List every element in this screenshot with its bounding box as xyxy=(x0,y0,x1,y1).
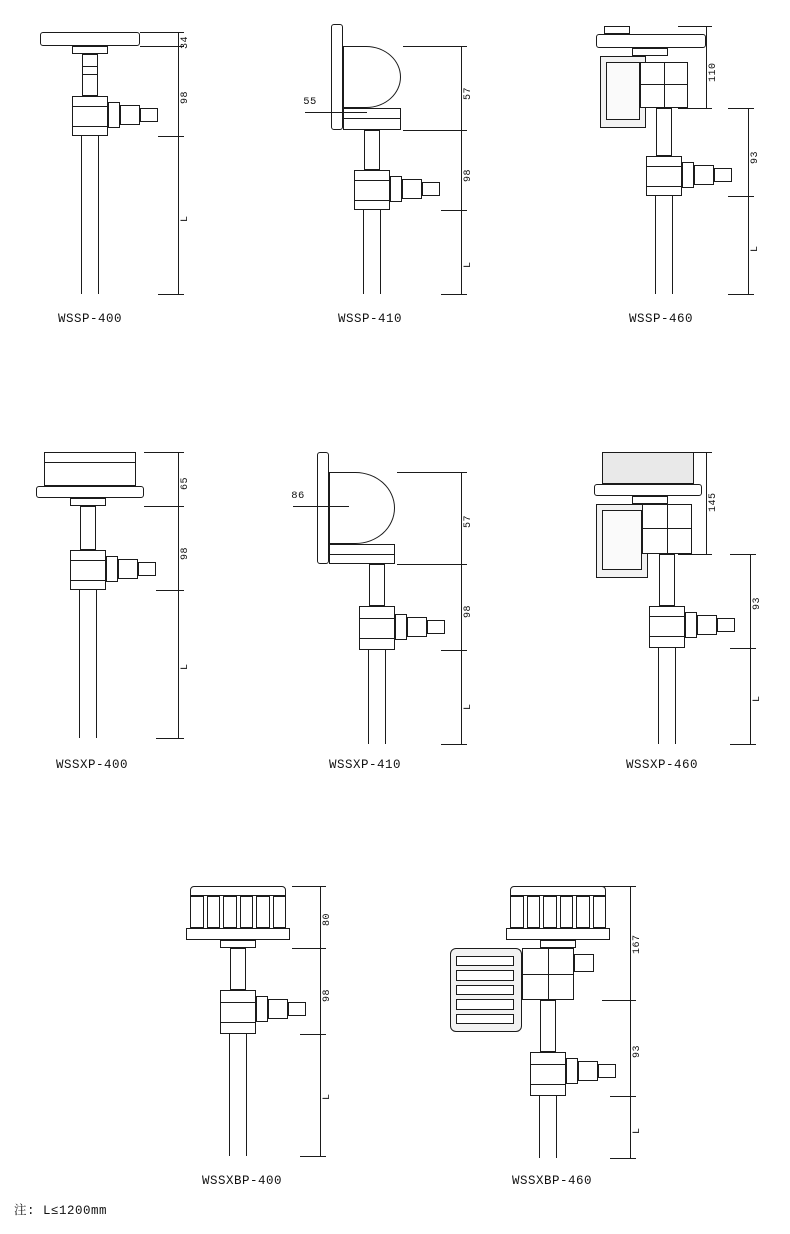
unit-wssxbp-460 xyxy=(420,870,720,1190)
transmitter-window xyxy=(602,510,642,570)
upper-outlet-gland xyxy=(574,954,594,972)
caption-wssxp-460: WSSXP-460 xyxy=(625,758,698,772)
body-line xyxy=(70,580,106,581)
dial-head-dome xyxy=(343,46,401,108)
outlet-union-2 xyxy=(694,165,714,185)
outlet-cable-gland xyxy=(598,1064,616,1078)
caption-wssxp-410: WSSXP-410 xyxy=(328,758,401,772)
dim-label-L: L xyxy=(322,1093,333,1100)
body-line xyxy=(72,106,108,107)
dim-tick xyxy=(158,136,184,137)
dim-ext-line xyxy=(461,130,462,210)
dim-tick xyxy=(300,1034,326,1035)
dial-head-flange xyxy=(594,484,702,496)
cap-rib xyxy=(256,896,270,928)
neck xyxy=(82,54,98,96)
housing-rib xyxy=(456,956,514,966)
dim-tick xyxy=(397,472,467,473)
dim-label-98: 98 xyxy=(463,604,474,618)
dial-base-line xyxy=(329,554,395,555)
dim-label-98: 98 xyxy=(322,988,333,1002)
dim-tick xyxy=(403,46,467,47)
dim-label-93: 93 xyxy=(632,1044,643,1058)
process-connection-body xyxy=(530,1052,566,1096)
dim-tick xyxy=(610,1158,636,1159)
body-line xyxy=(530,1084,566,1085)
dim-label-80: 80 xyxy=(322,912,333,926)
body-line xyxy=(359,638,395,639)
dim-label-L: L xyxy=(750,245,761,252)
cap-rib xyxy=(576,896,590,928)
dim-tick xyxy=(678,108,712,109)
dim-ext-line xyxy=(748,196,749,294)
dim-leader xyxy=(293,506,349,507)
sheet-note: 注: L≤1200mm xyxy=(14,1204,108,1218)
dim-ext-line xyxy=(748,108,749,196)
dim-ext-line xyxy=(178,590,179,738)
outlet-union-2 xyxy=(118,559,138,579)
body-line xyxy=(354,200,390,201)
dim-tick xyxy=(730,648,756,649)
dial-head-disc xyxy=(596,34,706,48)
dim-label-86: 86 xyxy=(291,490,305,502)
neck xyxy=(540,1000,556,1052)
neck-detail-line xyxy=(82,66,98,67)
dim-label-110: 110 xyxy=(708,62,719,82)
dim-label-57: 57 xyxy=(463,514,474,528)
caption-wssp-410: WSSP-410 xyxy=(337,312,402,326)
fitting-line xyxy=(548,948,549,1000)
cap-base-ring xyxy=(506,928,610,940)
dim-label-L: L xyxy=(463,703,474,710)
outlet-union-1 xyxy=(566,1058,578,1084)
dial-head-collar xyxy=(632,48,668,56)
housing-rib xyxy=(456,970,514,980)
dial-head-box xyxy=(602,452,694,484)
dial-head-dome xyxy=(329,472,395,544)
outlet-cable-gland xyxy=(138,562,156,576)
housing-rib xyxy=(456,1014,514,1024)
outlet-union-1 xyxy=(682,162,694,188)
stem xyxy=(368,650,386,744)
dial-head-collar xyxy=(70,498,106,506)
dim-tick xyxy=(441,650,467,651)
unit-wssp-460 xyxy=(528,0,790,330)
cap-rib xyxy=(527,896,541,928)
caption-wssxbp-400: WSSXBP-400 xyxy=(201,1174,282,1188)
stem xyxy=(363,210,381,294)
dim-tick xyxy=(602,886,636,887)
dim-ext-line xyxy=(178,136,179,294)
dim-label-L: L xyxy=(752,695,763,702)
body-line xyxy=(70,560,106,561)
dim-ext-line xyxy=(630,886,631,1000)
process-connection-body xyxy=(72,96,108,136)
dim-label-93: 93 xyxy=(750,150,761,164)
dim-tick xyxy=(678,452,712,453)
dim-ext-line xyxy=(461,564,462,650)
cap-rib xyxy=(593,896,607,928)
cap-collar xyxy=(220,940,256,948)
stem xyxy=(81,136,99,294)
dim-ext-line xyxy=(630,1000,631,1096)
neck xyxy=(80,506,96,550)
outlet-union-2 xyxy=(120,105,140,125)
unit-wssp-410 xyxy=(265,0,525,330)
ribbed-cap-top xyxy=(190,886,286,896)
dim-ext-line xyxy=(750,648,751,744)
body-line xyxy=(220,1002,256,1003)
housing-rib xyxy=(456,985,514,995)
dim-label-98: 98 xyxy=(463,168,474,182)
outlet-cable-gland xyxy=(427,620,445,634)
dim-ext-line xyxy=(461,210,462,294)
unit-wssp-400 xyxy=(0,0,260,330)
stem xyxy=(539,1096,557,1158)
process-connection-body xyxy=(354,170,390,210)
unit-wssxp-400 xyxy=(0,430,260,770)
outlet-union-1 xyxy=(685,612,697,638)
stem xyxy=(658,648,676,744)
fitting-line xyxy=(664,62,665,108)
body-line xyxy=(649,636,685,637)
dim-ext-line xyxy=(320,948,321,1034)
dim-tick xyxy=(292,886,326,887)
dim-label-98: 98 xyxy=(180,90,191,104)
dim-ext-line xyxy=(750,554,751,648)
dim-ext-line xyxy=(706,26,707,108)
body-line xyxy=(354,180,390,181)
ribbed-cap-top xyxy=(510,886,606,896)
outlet-union-2 xyxy=(697,615,717,635)
dim-tick xyxy=(441,744,467,745)
dim-tick xyxy=(441,210,467,211)
neck xyxy=(369,564,385,606)
dim-tick xyxy=(728,294,754,295)
ribbed-cap-body xyxy=(190,896,286,928)
dial-bezel-plate xyxy=(317,452,329,564)
dim-label-93: 93 xyxy=(752,596,763,610)
body-line xyxy=(530,1064,566,1065)
dim-label-55: 55 xyxy=(303,96,317,108)
dim-ext-line xyxy=(320,1034,321,1156)
dim-tick xyxy=(140,32,184,33)
body-line xyxy=(220,1022,256,1023)
transmitter-window xyxy=(606,62,640,120)
cap-rib xyxy=(190,896,204,928)
unit-wssxbp-400 xyxy=(140,870,400,1190)
outlet-cable-gland xyxy=(714,168,732,182)
dim-label-167: 167 xyxy=(632,934,643,954)
process-connection-body xyxy=(220,990,256,1034)
body-line xyxy=(649,616,685,617)
dim-label-L: L xyxy=(463,261,474,268)
dim-tick xyxy=(158,294,184,295)
neck xyxy=(659,554,675,606)
outlet-union-2 xyxy=(578,1061,598,1081)
dial-base-line xyxy=(343,118,401,119)
dim-tick xyxy=(441,294,467,295)
dim-ext-line xyxy=(178,452,179,506)
process-connection-body xyxy=(359,606,395,650)
dial-head-disc xyxy=(40,32,140,46)
cap-rib xyxy=(207,896,221,928)
dim-ext-line xyxy=(706,452,707,554)
head-line xyxy=(44,462,136,463)
dim-tick xyxy=(728,108,754,109)
outlet-cable-gland xyxy=(717,618,735,632)
dim-tick xyxy=(610,1096,636,1097)
dial-head-flange xyxy=(36,486,144,498)
caption-wssxp-400: WSSXP-400 xyxy=(55,758,128,772)
cap-rib xyxy=(223,896,237,928)
process-connection-body xyxy=(646,156,682,196)
unit-wssxp-460 xyxy=(528,430,790,770)
dim-label-65: 65 xyxy=(180,476,191,490)
outlet-union-1 xyxy=(106,556,118,582)
dim-tick xyxy=(678,26,712,27)
dim-label-34: 34 xyxy=(180,35,191,49)
outlet-union-1 xyxy=(108,102,120,128)
caption-wssp-400: WSSP-400 xyxy=(57,312,122,326)
process-connection-body xyxy=(649,606,685,648)
housing-rib xyxy=(456,999,514,1009)
body-line xyxy=(646,166,682,167)
dial-bezel-plate xyxy=(331,24,343,130)
dim-leader xyxy=(305,112,367,113)
dial-head-collar xyxy=(632,496,668,504)
ribbed-cap-body xyxy=(510,896,606,928)
dim-tick xyxy=(678,554,712,555)
body-line xyxy=(359,618,395,619)
stem xyxy=(79,590,97,738)
cap-rib xyxy=(510,896,524,928)
cap-rib xyxy=(273,896,287,928)
body-line xyxy=(646,186,682,187)
dim-ext-line xyxy=(630,1096,631,1158)
dial-head-box xyxy=(44,452,136,486)
cap-rib xyxy=(240,896,254,928)
dim-tick xyxy=(403,130,467,131)
dim-tick xyxy=(730,554,756,555)
outlet-union-2 xyxy=(407,617,427,637)
cap-collar xyxy=(540,940,576,948)
dial-head-top-cap xyxy=(604,26,630,34)
outlet-cable-gland xyxy=(422,182,440,196)
dim-tick xyxy=(156,738,184,739)
dim-ext-line xyxy=(461,46,462,130)
outlet-union-1 xyxy=(390,176,402,202)
neck xyxy=(364,130,380,170)
outlet-union-1 xyxy=(256,996,268,1022)
caption-wssxbp-460: WSSXBP-460 xyxy=(511,1174,592,1188)
dim-ext-line xyxy=(178,32,179,46)
dim-label-57: 57 xyxy=(463,86,474,100)
body-line xyxy=(72,126,108,127)
outlet-union-2 xyxy=(268,999,288,1019)
dim-tick xyxy=(156,590,184,591)
outlet-union-1 xyxy=(395,614,407,640)
dim-ext-line xyxy=(461,472,462,564)
fitting-line xyxy=(667,504,668,554)
stem xyxy=(229,1034,247,1156)
dim-tick xyxy=(397,564,467,565)
dim-label-145: 145 xyxy=(708,492,719,512)
stem xyxy=(655,196,673,294)
dim-ext-line xyxy=(320,886,321,948)
dim-label-L: L xyxy=(180,215,191,222)
dim-tick xyxy=(144,452,184,453)
outlet-cable-gland xyxy=(288,1002,306,1016)
neck xyxy=(230,948,246,990)
dim-ext-line xyxy=(461,650,462,744)
unit-wssxp-410 xyxy=(265,430,525,770)
dim-tick xyxy=(730,744,756,745)
outlet-union-2 xyxy=(402,179,422,199)
dim-label-98: 98 xyxy=(180,546,191,560)
dim-ext-line xyxy=(178,46,179,136)
dial-head-collar xyxy=(72,46,108,54)
dim-tick xyxy=(300,1156,326,1157)
transmitter-housing-ribs xyxy=(456,956,514,1024)
dim-label-L: L xyxy=(180,663,191,670)
dim-ext-line xyxy=(178,506,179,590)
cap-rib xyxy=(543,896,557,928)
process-connection-body xyxy=(70,550,106,590)
dim-label-L: L xyxy=(632,1127,643,1134)
caption-wssp-460: WSSP-460 xyxy=(628,312,693,326)
neck-detail-line xyxy=(82,74,98,75)
cap-rib xyxy=(560,896,574,928)
neck xyxy=(656,108,672,156)
outlet-cable-gland xyxy=(140,108,158,122)
dim-tick xyxy=(728,196,754,197)
cap-base-ring xyxy=(186,928,290,940)
